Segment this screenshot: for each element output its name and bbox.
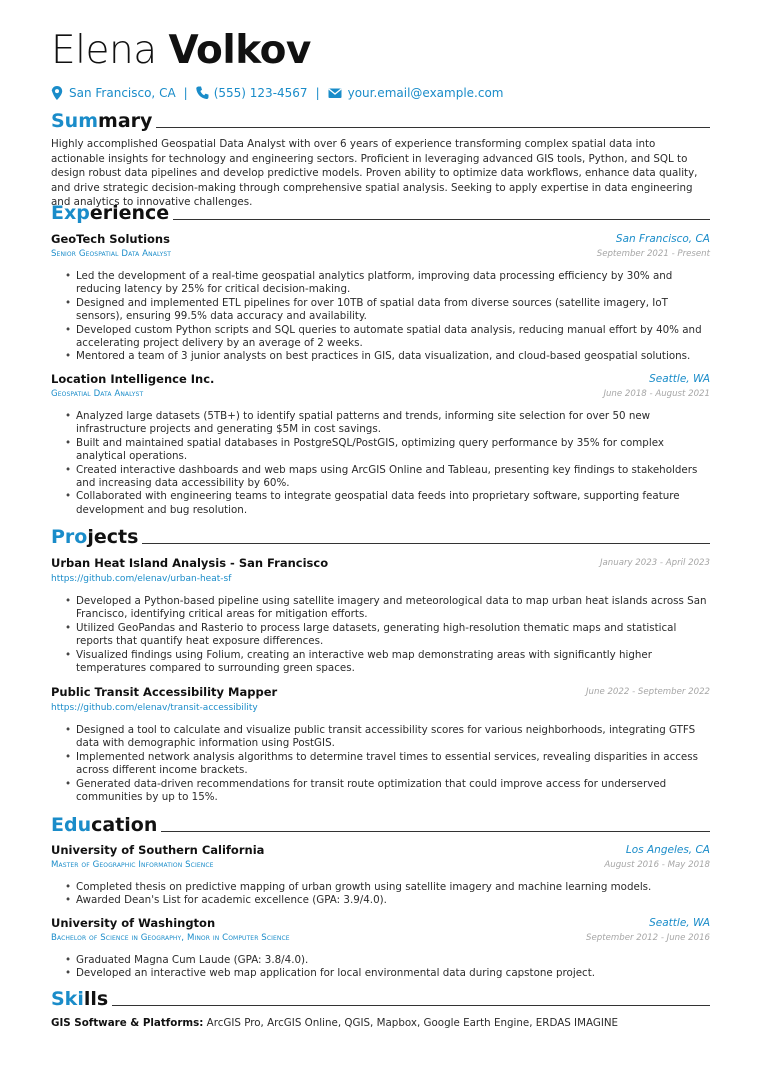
list-item: • Built and maintained spatial databases in PostgreSQL/PostGIS, optimizing query performance by 35% for complex analytical operations. [65, 437, 710, 464]
job-role: Geospatial Data Analyst [51, 389, 144, 399]
section-title: Education [51, 814, 158, 836]
section-title: Experience [51, 202, 170, 224]
job-dates: September 2021 - Present [596, 249, 710, 259]
project-bullets [65, 724, 710, 804]
school-name: University of Southern California [51, 843, 265, 857]
section-title: Skills [51, 988, 109, 1010]
first-name: Elena [51, 28, 157, 73]
job-location: Seattle, WA [649, 373, 710, 385]
contact-separator: | [183, 86, 188, 100]
project-dates: January 2023 - April 2023 [600, 558, 710, 568]
school-dates: September 2012 - June 2016 [586, 933, 710, 943]
list-item: • Mentored a team of 3 junior analysts on best practices in GIS, data visualization, and cloud-based geospatial solutions. [65, 350, 710, 363]
project-bullets [65, 595, 710, 675]
experience-heading [51, 200, 710, 224]
list-item: • Visualized findings using Folium, creating an interactive web map demonstrating areas with significantly higher temperatures compared to surrounding green spaces. [65, 649, 710, 676]
school-dates: August 2016 - May 2018 [604, 860, 710, 870]
school-bullets [65, 954, 710, 981]
envelope-icon [328, 86, 342, 100]
job-company: GeoTech Solutions [51, 232, 170, 246]
job-location: San Francisco, CA [615, 233, 710, 245]
school-location: Los Angeles, CA [625, 844, 710, 856]
job-company: Location Intelligence Inc. [51, 372, 215, 386]
degree-name: Bachelor of Science in Geography, Minor in Computer Science [51, 933, 290, 943]
list-item: • Completed thesis on predictive mapping of urban growth using satellite imagery and machine learning models. [65, 881, 710, 894]
section-divider [112, 1005, 710, 1006]
list-item: • Created interactive dashboards and web maps using ArcGIS Online and Tableau, presenting key findings to stakeholders and increasing data accessibility by 60%. [65, 464, 710, 491]
list-item: • Developed custom Python scripts and SQL queries to automate spatial data analysis, reducing manual effort by 40% and accelerating project delivery by an average of 2 weeks. [65, 324, 710, 351]
candidate-name [51, 28, 311, 74]
list-item: • Analyzed large datasets (5TB+) to identify spatial patterns and trends, informing site selection for over 50 new infrastructure projects and generating $5M in cost savings. [65, 410, 710, 437]
school-name: University of Washington [51, 916, 216, 930]
phone-icon [196, 86, 208, 100]
education-heading [51, 812, 710, 836]
summary-text: Highly accomplished Geospatial Data Analyst with over 6 years of experience transforming complex spatial data into actionable insights for technology and engineering sectors. Proficient in leveraging advanced GIS tools, Python, and SQL to design robust data pipelines and develop predictive models. Proven ability to optimize data workflows, enhance data quality, and drive strategic decision-making through comprehensive spatial analysis. Seeking to apply expertise in data engineering and analytics to innovative challenges. [51, 138, 698, 208]
list-item: • Designed and implemented ETL pipelines for over 10TB of spatial data from diverse sources (satellite imagery, IoT sensors), ensuring 99.5% data accuracy and availability. [65, 297, 710, 324]
list-item: • Collaborated with engineering teams to integrate geospatial data feeds into proprietary software, supporting feature development and bug resolution. [65, 490, 710, 517]
school-location: Seattle, WA [649, 917, 710, 929]
list-item: • Implemented network analysis algorithms to determine travel times to essential services, revealing disparities in access across different income brackets. [65, 751, 710, 778]
summary-heading [51, 108, 710, 132]
list-item: • Graduated Magna Cum Laude (GPA: 3.8/4.0). [65, 954, 710, 967]
section-divider [161, 831, 710, 832]
section-title: Summary [51, 110, 153, 132]
projects-heading [51, 524, 710, 548]
section-title: Projects [51, 526, 139, 548]
project-link[interactable]: https://github.com/elenav/transit-accessibility [51, 703, 258, 713]
job-bullets [65, 410, 710, 517]
list-item: • Designed a tool to calculate and visualize public transit accessibility scores for various neighborhoods, integrating GTFS data with demographic information using PostGIS. [65, 724, 710, 751]
project-link[interactable]: https://github.com/elenav/urban-heat-sf [51, 574, 232, 584]
degree-name: Master of Geographic Information Science [51, 860, 214, 870]
list-item: • Developed an interactive web map application for local environmental data during capstone project. [65, 967, 710, 980]
list-item: • Awarded Dean's List for academic excellence (GPA: 3.9/4.0). [65, 894, 710, 907]
phone-text: (555) 123-4567 [213, 86, 308, 100]
skills-line [51, 1016, 618, 1030]
list-item: • Generated data-driven recommendations for transit route optimization that could improve access for underserved communities by up to 15%. [65, 778, 710, 805]
list-item: • Developed a Python-based pipeline using satellite imagery and meteorological data to map urban heat islands across San Francisco, identifying critical areas for mitigation efforts. [65, 595, 710, 622]
map-marker-icon [51, 86, 63, 100]
list-item: • Led the development of a real-time geospatial analytics platform, improving data processing efficiency by 30% and reducing latency by 25% for critical decision-making. [65, 270, 710, 297]
last-name: Volkov [168, 28, 311, 73]
section-divider [142, 543, 710, 544]
section-divider [156, 127, 710, 128]
project-name: Public Transit Accessibility Mapper [51, 685, 278, 699]
job-role: Senior Geospatial Data Analyst [51, 249, 172, 259]
school-bullets [65, 881, 710, 908]
skills-heading [51, 986, 710, 1010]
job-dates: June 2018 - August 2021 [603, 389, 710, 399]
skills-label: GIS Software & Platforms: [51, 1017, 204, 1029]
list-item: • Utilized GeoPandas and Rasterio to process large datasets, generating high-resolution thematic maps and statistical reports that quantify heat exposure differences. [65, 622, 710, 649]
contact-separator: | [315, 86, 320, 100]
contact-line [51, 85, 504, 101]
project-name: Urban Heat Island Analysis - San Francisco [51, 556, 329, 570]
project-dates: June 2022 - September 2022 [586, 687, 710, 697]
job-bullets [65, 270, 710, 364]
skills-value: ArcGIS Pro, ArcGIS Online, QGIS, Mapbox, Google Earth Engine, ERDAS IMAGINE [203, 1017, 619, 1029]
email-link[interactable]: your.email@example.com [347, 86, 504, 100]
section-divider [173, 219, 710, 220]
location-text: San Francisco, CA [69, 86, 176, 100]
